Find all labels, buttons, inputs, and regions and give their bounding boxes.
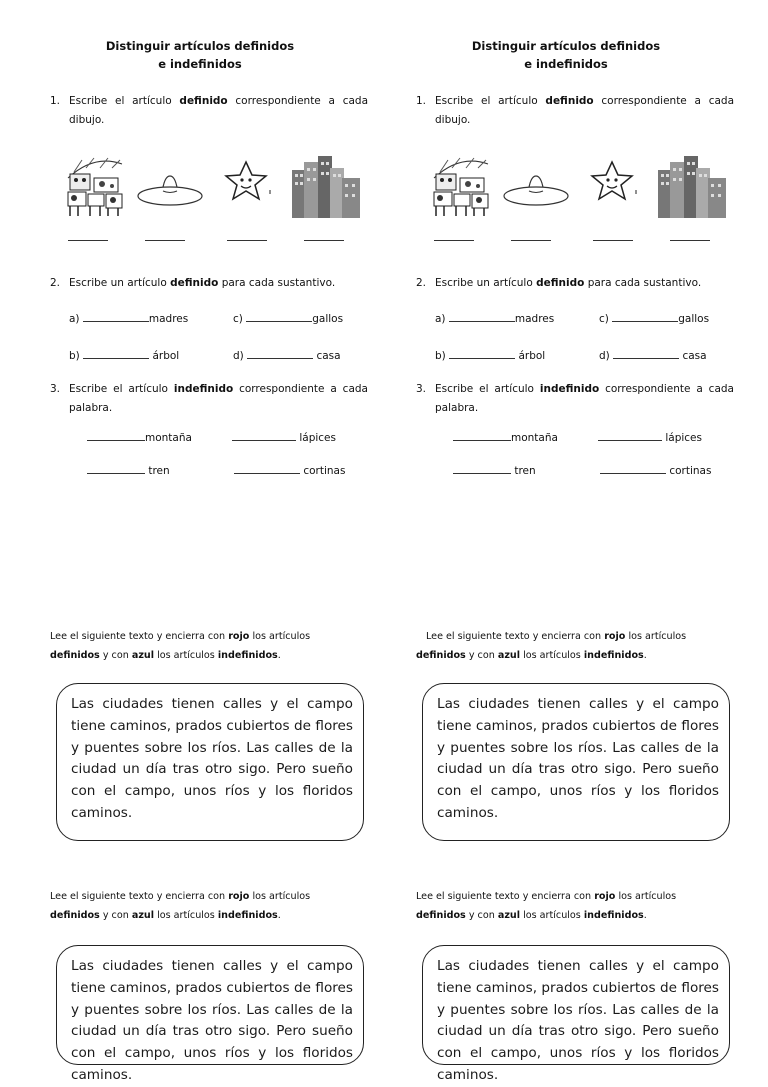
keyword-azul: azul: [131, 910, 155, 921]
question-number: 2.: [50, 277, 61, 289]
instruction-text: .: [643, 650, 647, 661]
question-keyword: definido: [170, 277, 219, 289]
fill-item: [599, 311, 709, 326]
fill-item: [87, 430, 192, 445]
worksheet-left: [50, 0, 390, 1083]
answer-blank[interactable]: [145, 240, 185, 241]
instruction-text: Lee el siguiente texto y encierra con: [50, 631, 229, 642]
instruction-text: los artículos: [615, 891, 677, 902]
instruction-text: los artículos: [249, 891, 311, 902]
sombrero-icon: [502, 174, 570, 208]
reading-passage: Las ciudades tienen calles y el campo tiene caminos, prados cubiertos de flores y puentes sobre los ríos. Las calles de la ciudad un día tras otro sigo. Pero sueño con el campo, unos ríos y los floridos caminos.: [437, 696, 719, 821]
keyword-indefinidos: indefinidos: [583, 910, 644, 921]
title-line-1: Distinguir artículos definidos: [105, 39, 295, 53]
reading-instructions: [416, 887, 736, 925]
star-icon: [224, 160, 272, 206]
question-1: [50, 92, 368, 130]
question-3: [416, 380, 734, 418]
sombrero-icon: [136, 174, 204, 208]
reading-instructions: [50, 627, 370, 665]
question-keyword: indefinido: [539, 383, 600, 395]
item-word: montaña: [145, 432, 192, 444]
question-text: Escribe un artículo: [69, 277, 171, 289]
fill-item: [435, 311, 554, 326]
answer-blank[interactable]: [453, 463, 511, 474]
fill-item: [233, 311, 343, 326]
keyword-definidos: definidos: [416, 910, 466, 921]
question-text: Escribe el artículo: [69, 383, 174, 395]
question-number: 3.: [50, 383, 61, 395]
item-letter: d): [599, 350, 610, 362]
question-number: 1.: [416, 95, 427, 107]
question-number: 2.: [416, 277, 427, 289]
instruction-text: Lee el siguiente texto y encierra con: [50, 891, 229, 902]
answer-blank[interactable]: [83, 311, 149, 322]
instruction-text: y con: [99, 650, 132, 661]
question-keyword: indefinido: [173, 383, 234, 395]
question-text: correspondiente a cada palabra.: [69, 383, 368, 414]
answer-blank[interactable]: [449, 348, 515, 359]
fill-item: [69, 311, 188, 326]
question-text: Escribe un artículo: [435, 277, 537, 289]
keyword-rojo: rojo: [228, 631, 250, 642]
item-word: tren: [514, 465, 536, 477]
instruction-text: .: [277, 910, 281, 921]
item-word: madres: [148, 313, 189, 325]
instruction-text: .: [277, 650, 281, 661]
answer-blank[interactable]: [87, 463, 145, 474]
reading-passage: Las ciudades tienen calles y el campo tiene caminos, prados cubiertos de flores y puentes sobre los ríos. Las calles de la ciudad un día tras otro sigo. Pero sueño con el campo, unos ríos y los floridos caminos.: [71, 696, 353, 821]
item-word: tren: [148, 465, 170, 477]
fill-item: [87, 463, 170, 478]
reading-passage-box: [422, 945, 730, 1083]
item-word: árbol: [152, 350, 180, 362]
item-word: árbol: [518, 350, 546, 362]
item-letter: b): [435, 350, 446, 362]
fill-item: [453, 430, 558, 445]
question-keyword: definido: [179, 95, 228, 107]
instruction-text: los artículos: [249, 631, 311, 642]
question-2: [50, 274, 368, 293]
question-keyword: definido: [536, 277, 585, 289]
farm-animals-icon: [430, 156, 490, 218]
item-word: cortinas: [303, 465, 346, 477]
keyword-indefinidos: indefinidos: [217, 910, 278, 921]
item-word: madres: [514, 313, 555, 325]
answer-blank[interactable]: [613, 348, 679, 359]
instruction-line-2: [416, 650, 647, 661]
keyword-definidos: definidos: [416, 650, 466, 661]
instruction-text: y con: [465, 910, 498, 921]
question-text: correspondiente a cada dibujo.: [69, 95, 369, 126]
fill-item: [435, 348, 545, 363]
reading-passage: Las ciudades tienen calles y el campo tiene caminos, prados cubiertos de flores y puentes sobre los ríos. Las calles de la ciudad un día tras otro sigo. Pero sueño con el campo, unos ríos y los floridos caminos.: [71, 958, 353, 1083]
answer-blank[interactable]: [600, 463, 666, 474]
keyword-definidos: definidos: [50, 650, 100, 661]
item-letter: d): [233, 350, 244, 362]
instruction-text: .: [643, 910, 647, 921]
instruction-text: los artículos: [154, 650, 218, 661]
fill-item: [600, 463, 711, 478]
answer-blank[interactable]: [232, 430, 296, 441]
item-letter: b): [69, 350, 80, 362]
question-2: [416, 274, 734, 293]
item-word: casa: [682, 350, 707, 362]
item-letter: a): [69, 313, 80, 325]
reading-passage: Las ciudades tienen calles y el campo tiene caminos, prados cubiertos de flores y puentes sobre los ríos. Las calles de la ciudad un día tras otro sigo. Pero sueño con el campo, unos ríos y los floridos caminos.: [437, 958, 719, 1083]
item-word: lápices: [299, 432, 336, 444]
answer-blank[interactable]: [612, 311, 678, 322]
farm-animals-icon: [64, 156, 124, 218]
answer-blank[interactable]: [234, 463, 300, 474]
instruction-text: los artículos: [625, 631, 687, 642]
item-word: cortinas: [669, 465, 712, 477]
fill-item: [598, 430, 702, 445]
instruction-text: los artículos: [520, 650, 584, 661]
item-letter: c): [233, 313, 243, 325]
city-buildings-icon: [658, 156, 726, 218]
keyword-azul: azul: [497, 910, 521, 921]
worksheet-title: [50, 37, 350, 73]
title-line-2: e indefinidos: [524, 57, 608, 71]
fill-item: [599, 348, 707, 363]
answer-blank[interactable]: [83, 348, 149, 359]
keyword-indefinidos: indefinidos: [583, 650, 644, 661]
question-text: correspondiente a cada palabra.: [435, 383, 734, 414]
answer-blank[interactable]: [68, 240, 108, 241]
item-letter: a): [435, 313, 446, 325]
instruction-text: y con: [465, 650, 498, 661]
title-line-2: e indefinidos: [158, 57, 242, 71]
keyword-azul: azul: [131, 650, 155, 661]
answer-blank[interactable]: [87, 430, 145, 441]
answer-blank[interactable]: [670, 240, 710, 241]
instruction-text: los artículos: [520, 910, 584, 921]
answer-blank[interactable]: [247, 348, 313, 359]
answer-blank[interactable]: [598, 430, 662, 441]
question-text: para cada sustantivo.: [218, 277, 336, 289]
keyword-definidos: definidos: [50, 910, 100, 921]
worksheet-right: [416, 0, 756, 1083]
fill-item: [233, 348, 341, 363]
question-text: para cada sustantivo.: [584, 277, 702, 289]
fill-item: [453, 463, 536, 478]
reading-passage-box: [422, 683, 730, 841]
reading-instructions: [416, 627, 746, 665]
item-word: gallos: [312, 313, 344, 325]
reading-instructions: [50, 887, 370, 925]
instruction-text: Lee el siguiente texto y encierra con: [426, 631, 605, 642]
item-word: lápices: [665, 432, 702, 444]
picture-row: [430, 156, 730, 218]
picture-row: [64, 156, 364, 218]
question-keyword: definido: [545, 95, 594, 107]
item-word: montaña: [511, 432, 558, 444]
answer-blank[interactable]: [246, 311, 312, 322]
question-1: [416, 92, 734, 130]
title-line-1: Distinguir artículos definidos: [471, 39, 661, 53]
fill-item: [232, 430, 336, 445]
instruction-text: y con: [99, 910, 132, 921]
question-number: 1.: [50, 95, 61, 107]
reading-passage-box: [56, 683, 364, 841]
keyword-azul: azul: [497, 650, 521, 661]
keyword-rojo: rojo: [594, 891, 616, 902]
fill-item: [69, 348, 179, 363]
answer-blank[interactable]: [511, 240, 551, 241]
instruction-text: Lee el siguiente texto y encierra con: [416, 891, 595, 902]
keyword-rojo: rojo: [228, 891, 250, 902]
city-buildings-icon: [292, 156, 360, 218]
question-number: 3.: [416, 383, 427, 395]
question-text: correspondiente a cada dibujo.: [435, 95, 735, 126]
item-letter: c): [599, 313, 609, 325]
answer-blank[interactable]: [593, 240, 633, 241]
question-3: [50, 380, 368, 418]
item-word: gallos: [678, 313, 710, 325]
answer-blank[interactable]: [434, 240, 474, 241]
fill-item: [234, 463, 345, 478]
instruction-text: los artículos: [154, 910, 218, 921]
reading-passage-box: [56, 945, 364, 1083]
question-text: Escribe el artículo: [435, 383, 540, 395]
question-text: Escribe el artículo: [435, 95, 546, 107]
question-text: Escribe el artículo: [69, 95, 180, 107]
keyword-indefinidos: indefinidos: [217, 650, 278, 661]
star-icon: [590, 160, 638, 206]
answer-blank[interactable]: [449, 311, 515, 322]
answer-blank[interactable]: [227, 240, 267, 241]
worksheet-title: [416, 37, 716, 73]
answer-blank[interactable]: [453, 430, 511, 441]
keyword-rojo: rojo: [604, 631, 626, 642]
item-word: casa: [316, 350, 341, 362]
answer-blank[interactable]: [304, 240, 344, 241]
